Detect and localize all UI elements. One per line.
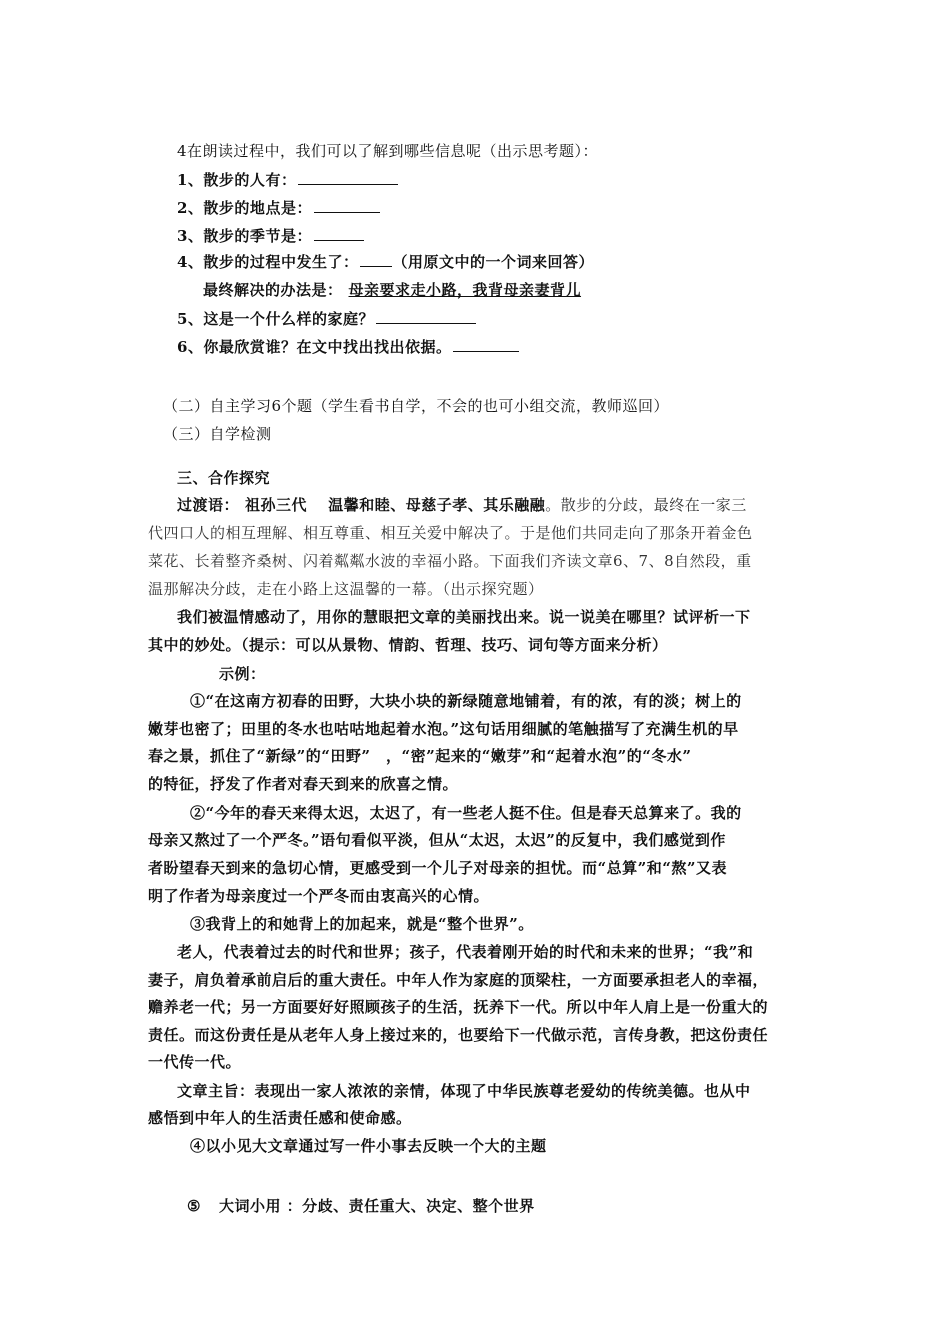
transition-line-2: 代四口人的相互理解、相互尊重、相互关爱中解决了。于是他们共同走向了那条开着金色 [148,524,753,542]
example-2-line-1: ②“今年的春天来得太迟，太迟了，有一些老人挺不住。但是春天总算来了。我的 [190,804,742,822]
transition-line-4: 温那解决分歧，走在小路上这温馨的一幕。（出示探究题） [148,580,544,598]
example-5-text: 大词小用 ：分歧、责任重大、决定、整个世界 [218,1197,535,1215]
question-6-text: 6、你最欣赏谁？在文中找出找出依据。 [177,338,452,356]
transition-line-1 [177,495,747,515]
question-2-text: 2、散步的地点是： [177,199,312,217]
answer-blank-3[interactable] [314,226,364,241]
question-4 [177,252,594,272]
example-2-line-4: 明了作者为母亲度过一个严冬而由衷高兴的心情。 [148,887,490,905]
answer-blank-4[interactable] [360,252,392,267]
example-2-line-3: 者盼望春天到来的急切心情，更感受到一个儿子对母亲的担忧。而“总算”和“熬”又表 [148,859,728,877]
self-study-line: （二）自主学习6个题（学生看书自学，不会的也可小组交流，教师巡回） [163,397,670,415]
question-1 [177,170,398,190]
theme-line-1: 文章主旨：表现出一家人浓浓的亲情，体现了中华民族尊老爱幼的传统美德。也从中 [177,1082,751,1100]
question-4-note: （用原文中的一个词来回答） [392,253,594,271]
example-3-para-3: 赡养老一代；另一方面要好好照顾孩子的生活，抚养下一代。所以中年人肩上是一份重大的 [148,998,769,1016]
example-5-line [187,1196,535,1216]
question-2 [177,198,380,218]
example-3-para-4: 责任。而这份责任是从老年人身上接过来的，也要给下一代做示范，言传身教，把这份责任 [148,1026,769,1044]
transition-label: 过渡语： [177,496,240,514]
task-line-2: 其中的妙处。（提示：可以从景物、情韵、哲理、技巧、词句等方面来分析） [148,636,668,654]
question-4-solution [203,280,581,300]
answer-blank-2[interactable] [314,198,380,213]
coop-heading: 三、合作探究 [177,469,271,487]
example-1-line-2: 嫩芽也密了；田里的冬水也咕咕地起着水泡。”这句话用细腻的笔触描写了充满生机的早 [148,720,739,738]
question-3-text: 3、散步的季节是： [177,227,312,245]
transition-keywords: 祖孙三代 温馨和睦、母慈子孝、其乐融融 [245,496,546,514]
question-6 [177,337,519,357]
example-1-line-3: 春之景，抓住了“新绿”的“田野” ，“密”起来的“嫩芽”和“起着水泡”的“冬水” [148,747,692,765]
answer-blank-5[interactable] [376,309,476,324]
example-3-line: ③我背上的和她背上的加起来，就是“整个世界”。 [190,915,534,933]
question-5 [177,309,476,329]
question-5-text: 5、这是一个什么样的家庭？ [177,310,374,328]
example-3-para-2: 妻子，肩负着承前启后的重大责任。中年人作为家庭的顶梁柱，一方面要承担老人的幸福， [148,971,769,989]
answer-blank-6[interactable] [453,337,519,352]
transition-line-3: 菜花、长着整齐桑树、闪着粼粼水波的幸福小路。下面我们齐读文章6、7、8自然段，重 [148,552,752,570]
example-3-para-1: 老人，代表着过去的时代和世界；孩子，代表着刚开始的时代和未来的世界；“我”和 [177,943,754,961]
example-1-line-1: ①“在这南方初春的田野，大块小块的新绿随意地铺着，有的浓，有的淡；树上的 [190,692,742,710]
reading-intro: 4在朗读过程中，我们可以了解到哪些信息呢（出示思考题）： [177,142,599,160]
theme-line-2: 感悟到中年人的生活责任感和使命感。 [148,1109,412,1127]
self-test-line: （三）自学检测 [163,425,272,443]
transition-text-1: 。散步的分歧，最终在一家三 [545,496,747,514]
example-5-number: ⑤ [187,1197,201,1215]
example-1-line-4: 的特征，抒发了作者对春天到来的欣喜之情。 [148,775,459,793]
question-1-text: 1、散步的人有： [177,171,297,189]
example-4-line: ④以小见大文章通过写一件小事去反映一个大的主题 [190,1137,547,1155]
answer-blank-1[interactable] [298,170,398,185]
task-line-1: 我们被温情感动了，用你的慧眼把文章的美丽找出来。说一说美在哪里？试评析一下 [177,608,751,626]
solution-label: 最终解决的办法是： [203,281,343,299]
question-4-text: 4、散步的过程中发生了： [177,253,359,271]
example-label: 示例： [219,665,266,683]
example-2-line-2: 母亲又熬过了一个严冬。”语句看似平淡，但从“太迟，太迟”的反复中，我们感觉到作 [148,831,726,849]
question-3 [177,226,364,246]
solution-answer: 母亲要求走小路，我背母亲妻背儿 [348,281,582,299]
example-3-para-5: 一代传一代。 [148,1053,242,1071]
